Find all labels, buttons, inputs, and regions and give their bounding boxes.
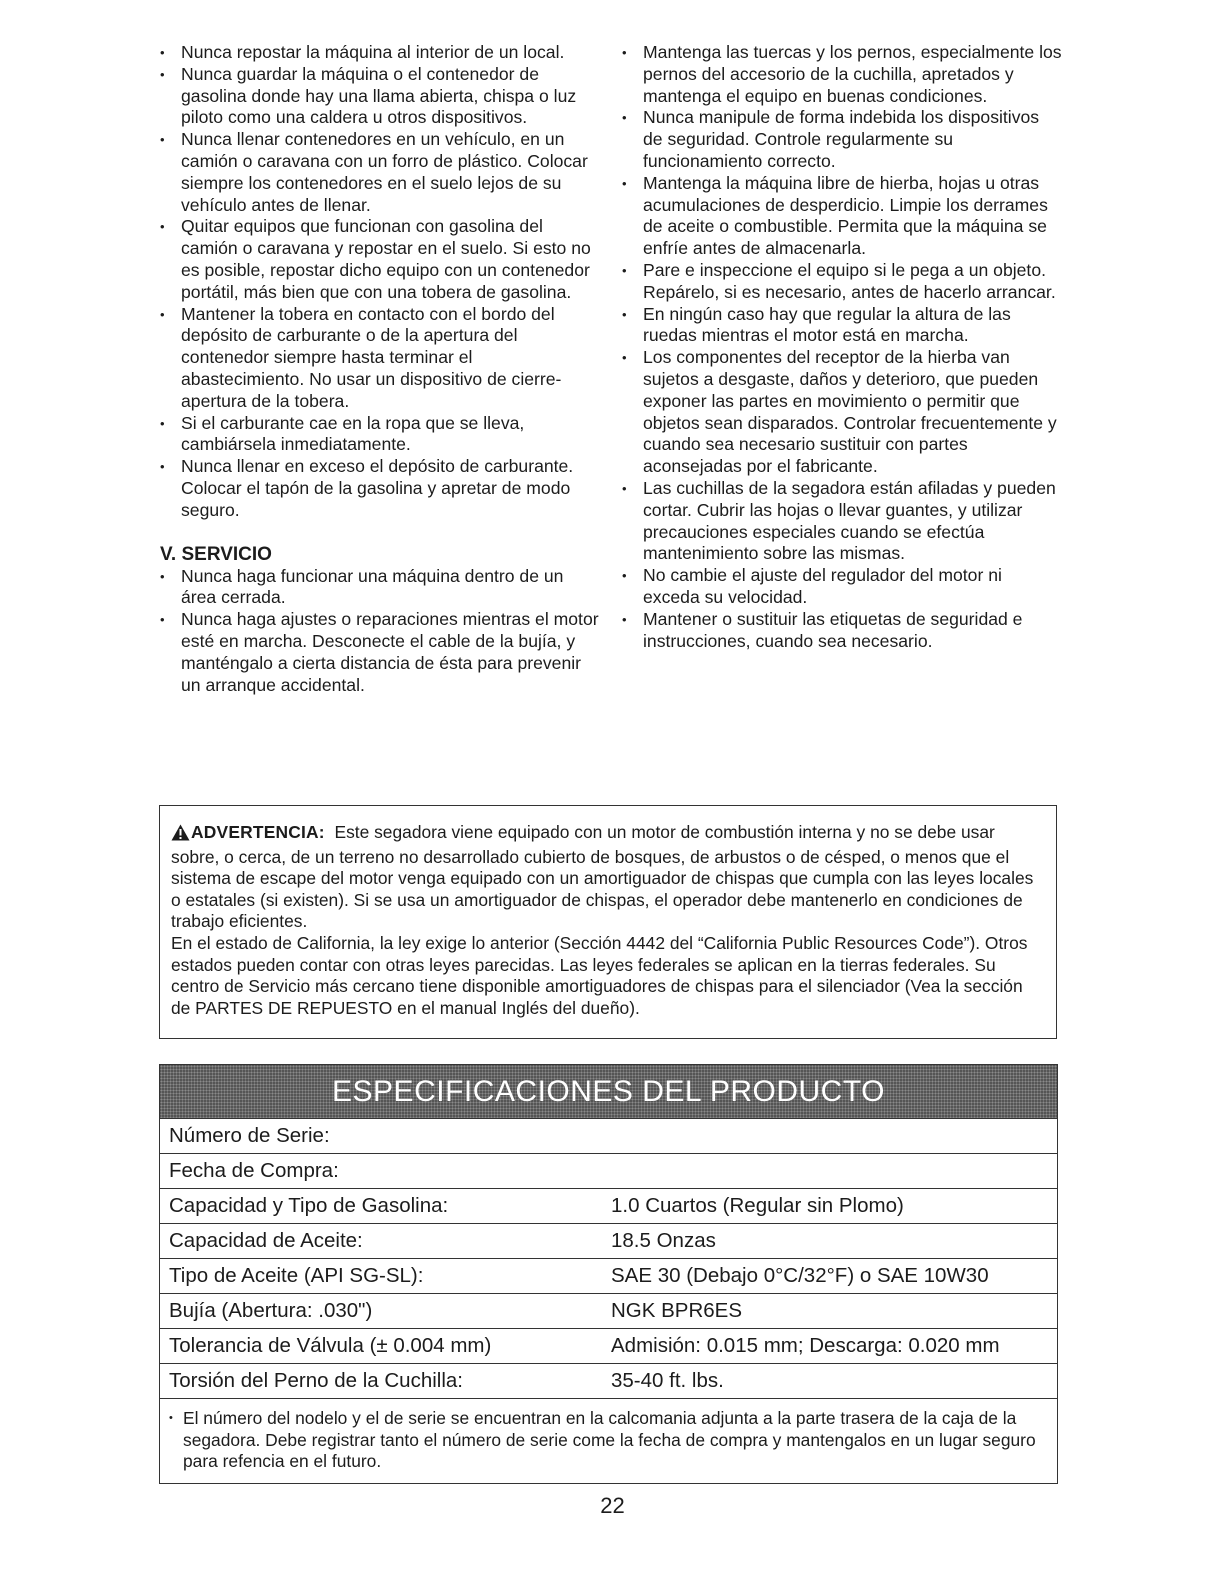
list-item: • Pare e inspeccione el equipo si le pega a un objeto. Repárelo, si es necesario, antes de hacerlo arrancar. bbox=[622, 260, 1062, 304]
spec-value: 1.0 Cuartos (Regular sin Plomo) bbox=[601, 1189, 1058, 1224]
list-item: • Mantener la tobera en contacto con el bordo del depósito de carburante o de la apertura del contenedor siempre hasta terminar el abastecimiento. No usar un dispositivo de cierre-apertura de la tobera. bbox=[160, 304, 600, 413]
spec-value: NGK BPR6ES bbox=[601, 1294, 1058, 1329]
list-item: • Nunca llenar en exceso el depósito de carburante. Colocar el tapón de la gasolina y apretar de modo seguro. bbox=[160, 456, 600, 521]
spec-value: 18.5 Onzas bbox=[601, 1224, 1058, 1259]
spec-value: 35-40 ft. lbs. bbox=[601, 1364, 1058, 1399]
list-item: • Si el carburante cae en la ropa que se lleva, cambiársela inmediatamente. bbox=[160, 413, 600, 457]
table-row bbox=[160, 1259, 1058, 1294]
spec-label: Tipo de Aceite (API SG-SL): bbox=[160, 1259, 602, 1294]
table-row bbox=[160, 1119, 1058, 1154]
maintenance-list bbox=[622, 42, 1062, 652]
warning-paragraph-2: En el estado de California, la ley exige lo anterior (Sección 4442 del “California Public Resources Code”). Otros estados pueden contar con otras leyes parecidas. Las leyes federales se aplican en la tierras federales. Su centro de Servicio más cercano tiene disponible amortiguadores de chispas para el silenciador (Vea la sección de PARTES DE REPUESTO en el manual Inglés del dueño). bbox=[171, 932, 1028, 1018]
list-item: • Mantenga las tuercas y los pernos, especialmente los pernos del accesorio de la cuchilla, apretados y mantenga el equipo en buenas condiciones. bbox=[622, 42, 1062, 107]
product-specifications bbox=[159, 1064, 1058, 1484]
list-item: • Mantenga la máquina libre de hierba, hojas u otras acumulaciones de desperdicio. Limpie los derrames de aceite o combustible. Permita que la máquina se enfríe antes de almacenarla. bbox=[622, 173, 1062, 260]
list-item: • Nunca guardar la máquina o el contenedor de gasolina donde hay una llama abierta, chispa o luz piloto como una caldera u otros dispositivos. bbox=[160, 64, 600, 129]
list-item: • Las cuchillas de la segadora están afiladas y pueden cortar. Cubrir las hojas o llevar guantes, y utilizar precauciones especiales cuando se efectúa mantenimiento sobre las mismas. bbox=[622, 478, 1062, 565]
spec-label: Número de Serie: bbox=[160, 1119, 602, 1154]
spec-header bbox=[159, 1064, 1058, 1119]
list-item: • Nunca haga ajustes o reparaciones mientras el motor esté en marcha. Desconecte el cable de la bujía, y manténgalo a cierta distancia de ésta para prevenir un arranque accidental. bbox=[160, 609, 600, 696]
list-item: • Nunca llenar contenedores en un vehículo, en un camión o caravana con un forro de plástico. Colocar siempre los contenedores en el suelo lejos de su vehículo antes de llenar. bbox=[160, 129, 600, 216]
service-list bbox=[160, 566, 600, 697]
spec-title: ESPECIFICACIONES DEL PRODUCTO bbox=[332, 1074, 885, 1108]
spec-label: Bujía (Abertura: .030") bbox=[160, 1294, 602, 1329]
spec-value: Admisión: 0.015 mm; Descarga: 0.020 mm bbox=[601, 1329, 1058, 1364]
list-item: • Quitar equipos que funcionan con gasolina del camión o caravana y repostar en el suelo. Si esto no es posible, repostar dicho equipo con un contenedor portátil, más bien que con una tobera de gasolina. bbox=[160, 216, 600, 303]
spec-table bbox=[159, 1119, 1058, 1399]
table-row bbox=[160, 1294, 1058, 1329]
list-item: • No cambie el ajuste del regulador del motor ni exceda su velocidad. bbox=[622, 565, 1062, 609]
warning-box bbox=[159, 805, 1057, 1039]
spec-note bbox=[159, 1399, 1058, 1484]
warning-triangle-icon bbox=[171, 824, 190, 847]
list-item: • Nunca haga funcionar una máquina dentro de un área cerrada. bbox=[160, 566, 600, 610]
left-column bbox=[160, 42, 600, 696]
page-number: 22 bbox=[600, 1493, 625, 1518]
list-item: • Mantener o sustituir las etiquetas de seguridad e instrucciones, cuando sea necesario. bbox=[622, 609, 1062, 653]
right-column bbox=[622, 42, 1062, 652]
service-heading: V. SERVICIO bbox=[160, 543, 272, 565]
list-item: • El número del nodelo y el de serie se encuentran en la calcomania adjunta a la parte trasera de la caja de la segadora. Debe registrar tanto el número de serie come la fecha de compra y mantengalos en un lugar seguro para refencia en el futuro. bbox=[169, 1408, 1045, 1473]
spec-note-list bbox=[169, 1408, 1045, 1473]
table-row bbox=[160, 1154, 1058, 1189]
list-item: • Los componentes del receptor de la hierba van sujetos a desgaste, daños y deterioro, que pueden exponer las partes en movimiento o permitir que objetos sean disparados. Controlar frecuentemente y cuando sea necesario sustituir con partes aconsejadas por el fabricante. bbox=[622, 347, 1062, 478]
spec-label: Fecha de Compra: bbox=[160, 1154, 602, 1189]
warning-label: ADVERTENCIA: bbox=[191, 822, 325, 842]
spec-value bbox=[601, 1119, 1058, 1154]
table-row bbox=[160, 1364, 1058, 1399]
list-item: • Nunca manipule de forma indebida los dispositivos de seguridad. Controle regularmente su funcionamiento correcto. bbox=[622, 107, 1062, 172]
list-item: • Nunca repostar la máquina al interior de un local. bbox=[160, 42, 600, 64]
table-row bbox=[160, 1224, 1058, 1259]
list-item: • En ningún caso hay que regular la altura de las ruedas mientras el motor está en marcha. bbox=[622, 304, 1062, 348]
warning-paragraph-1 bbox=[171, 822, 1042, 933]
fueling-safety-list bbox=[160, 42, 600, 522]
spec-label: Tolerancia de Válvula (± 0.004 mm) bbox=[160, 1329, 602, 1364]
spec-label: Capacidad de Aceite: bbox=[160, 1224, 602, 1259]
spec-value bbox=[601, 1154, 1058, 1189]
spec-label: Capacidad y Tipo de Gasolina: bbox=[160, 1189, 602, 1224]
warning-text: Este segadora viene equipado con un motor de combustión interna y no se debe usar sobre, o cerca, de un terreno no desarrollado cubierto de bosques, de arbustos o de césped, o menos que el sistema de escape del motor venga equipado con un amortiguador de chispas que cumpla con las leyes locales o estatales (si existen). Si se usa un amortiguador de chispas, el operador debe mantenerlo en condiciones de trabajo eficientes. bbox=[171, 822, 1034, 932]
spec-label: Torsión del Perno de la Cuchilla: bbox=[160, 1364, 602, 1399]
table-row bbox=[160, 1329, 1058, 1364]
table-row bbox=[160, 1189, 1058, 1224]
spec-value: SAE 30 (Debajo 0°C/32°F) o SAE 10W30 bbox=[601, 1259, 1058, 1294]
